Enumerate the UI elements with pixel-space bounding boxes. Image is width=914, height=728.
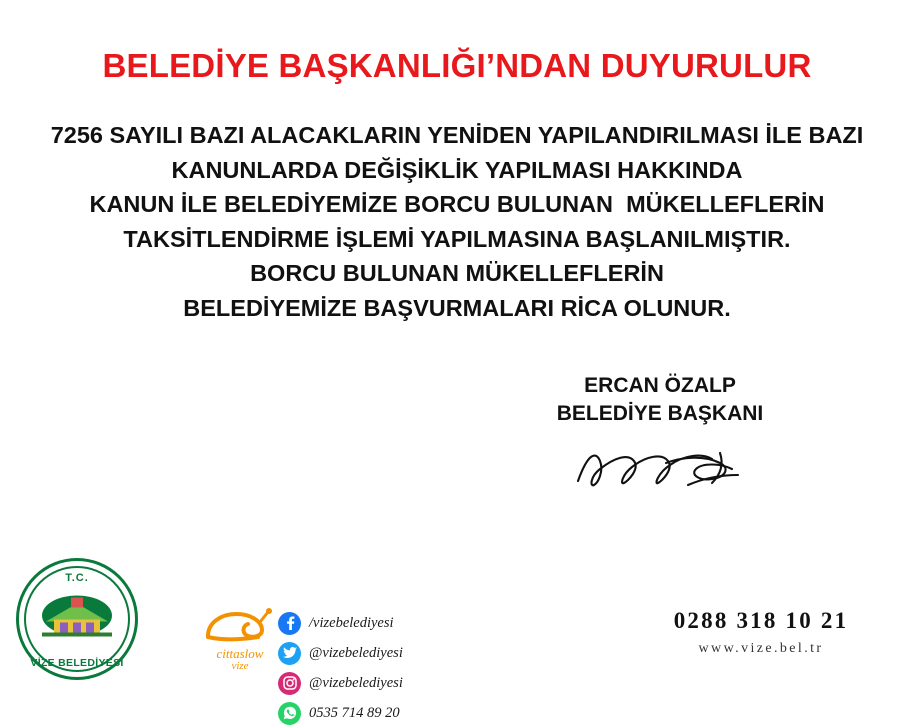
- social-link-instagram[interactable]: [278, 668, 468, 698]
- body-line: KANUN İLE BELEDİYEMİZE BORCU BULUNAN MÜKELLEFLERİN: [89, 191, 825, 218]
- signature-block: [480, 372, 840, 499]
- footer-bar: [0, 548, 914, 721]
- page-title: BELEDİYE BAŞKANLIĞI’NDAN DUYURULUR: [102, 47, 812, 84]
- instagram-icon: [278, 672, 301, 695]
- social-links: [278, 608, 648, 728]
- facebook-handle: /vizebelediyesi: [309, 614, 394, 631]
- signatory-name: ERCAN ÖZALP: [584, 374, 736, 397]
- twitter-icon: [278, 642, 301, 665]
- cittaslow-logo: [192, 606, 288, 672]
- social-link-facebook[interactable]: [278, 608, 456, 638]
- whatsapp-number: 0535 714 89 20: [309, 704, 400, 721]
- instagram-handle: @vizebelediyesi: [309, 674, 403, 691]
- body-line: BELEDİYEMİZE BAŞVURMALARI RİCA OLUNUR.: [183, 294, 731, 321]
- seal-bottom-text: VİZE BELEDİYESİ: [30, 657, 124, 669]
- signatory-title: BELEDİYE BAŞKANI: [556, 402, 764, 426]
- body-line: TAKSİTLENDİRME İŞLEMİ YAPILMASINA BAŞLANILMIŞTIR.: [123, 225, 791, 252]
- seal-top-text: T.C.: [65, 572, 89, 584]
- cittaslow-subtitle: vize: [231, 659, 249, 672]
- twitter-handle: @vizebelediyesi: [309, 644, 403, 661]
- seal-emblem-icon: [40, 592, 114, 647]
- body-line: BORCU BULUNAN MÜKELLEFLERİN: [250, 260, 664, 287]
- contact-info: [626, 608, 896, 657]
- phone-number: 0288 318 10 21: [673, 608, 849, 633]
- cittaslow-name: cittaslow: [216, 646, 264, 661]
- whatsapp-icon: [278, 702, 301, 725]
- social-link-twitter[interactable]: [278, 638, 456, 668]
- facebook-icon: [278, 612, 301, 635]
- handwritten-signature-icon: [480, 441, 840, 499]
- municipality-seal-icon: [16, 558, 138, 680]
- snail-icon: [192, 606, 288, 646]
- website-url[interactable]: www.vize.bel.tr: [698, 641, 824, 656]
- body-line: 7256 SAYILI BAZI ALACAKLARIN YENİDEN YAPILANDIRILMASI İLE BAZI: [50, 122, 864, 148]
- social-link-whatsapp[interactable]: [278, 698, 468, 728]
- announcement-body: [0, 118, 914, 325]
- body-line: KANUNLARDA DEĞİŞİKLİK YAPILMASI HAKKINDA: [171, 156, 743, 183]
